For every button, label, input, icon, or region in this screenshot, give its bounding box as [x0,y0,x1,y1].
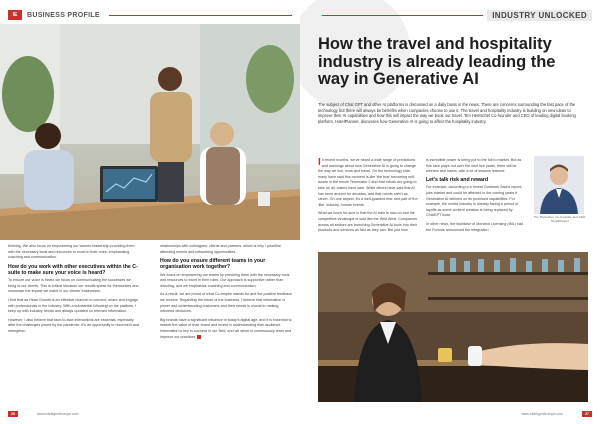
paragraph: For example, according to a recent Goldman Sachs report, jobs market and could be affected in the coming years if Generative AI delivers on its promised capabilities. For example, the media industry is already facing a period of layoffs as some content creation is being replaced by ChatGPT tools. [426,185,522,218]
paragraph: To ensure our voice is heard we focus on communicating the successes we bring to our clients. This is critical because our results speak for themselves and showcase the impact we make in our clients' businesses. [8,278,139,294]
paragraph: relationships with colleagues, clients and partners, which is why I prioritise attending events and networking opportunities. [160,244,281,254]
paragraph: However, I also believe that face-to-face interactions are essential, especially after the challenges posed by the pandemic. It's an opportunity to reconnect and strengthen [8,317,139,333]
author-portrait [534,156,584,214]
question-heading: How do you work with other executives within the C-suite to make sure your voice is heard? [8,263,138,276]
paragraph-text: n recent months, we've heard a wide range of predictions and warnings about how Generative AI is going to change the way we live, work and travel. On the technology side, many have said this moment is like 'the fear' becoming self-aware in the movie Terminator 2 and that robots are going to take us all, claims have said. While others have said that AI has been around for decades, and that robots aren't as clever. On one aspect, it's a well-guarded fear and part of the 'like' industry, human events. [318,158,418,207]
paragraph-text: Big brands have a significant influence in today's digital age, and it is essential to market the value of their brand and invest in understanding their audience. Information is key to success in our field, and we strive to continuously learn and improve our practices. [160,317,292,339]
left-page-footer [8,412,79,416]
left-column-2 [160,244,292,343]
paragraph [318,158,418,208]
article-intro: The subject of Chat GPT and other AI platforms is discussed on a daily basis in the news. There are concerns surrounding the fast pace of the technology but there will always be benefits when companies choose to use it. The travel and hospitality industry is building on new ideas to improve their AI capabilities and how this will impact the way we book our travel. Tim Hentschel Co-founder and CEO of leading digital booking platform, HotelPlanner, discusses how Generative AI is going to affect the hospitality industry. [318,102,576,124]
section-heading: Let's talk risk and reward [426,176,489,183]
bar-service-photo [318,252,588,402]
paragraph: is incredible power is being put to the full to market. But as this race plays out over the next five years, there will be winners and losers, with a lot of lessons learned. [426,158,522,174]
header-rule [322,15,483,16]
portrait-illustration [534,156,584,214]
paragraph: What we know for sure is that the AI train is now on and the competitive landscape is sold like the Wild West. Companies across all sectors are launching Generative AI tools into their products and services as fast as they can. But just how [318,211,417,233]
right-page [300,0,600,424]
paragraph [160,318,292,340]
portrait-caption: Tim Hentschel, Co-Founder and CEO, HotelPlanner [533,215,587,223]
header-rule [109,15,292,16]
right-page-footer [521,412,592,416]
footer-url: www.intelligenteurope.com [521,412,564,416]
section-label: BUSINESS PROFILE [27,11,100,19]
section-label: INDUSTRY UNLOCKED [487,10,592,21]
paragraph: As a result, we are proud of what Co-Inspire stands for and the positive feedback we receive. Regarding the future of the business, I believe that information is power and understanding customers and their needs is crucial to making informed decisions. [160,292,293,314]
office-meeting-illustration [0,24,300,240]
drop-cap: I [318,157,321,168]
question-heading: How do you ensure different teams in your organisation work together? [160,258,266,271]
page-number: 27 [582,411,592,417]
office-meeting-photo [0,24,300,240]
paragraph: thinking. We also focus on empowering our women leadership providing them with the necessary tools and resources to excel in their roles, emphasising coaching and communication. [8,244,135,260]
footer-url: www.intelligenteurope.com [36,412,79,416]
article-title: How the travel and hospitality industry is already leading the way in Generative AI [318,35,556,88]
paragraph: I find that as Head Growth is an effective channel to connect, share and engage with professionals in the industry. With a substantial following on the platform, I keep up with industry trends and always updated on relevant information. [8,297,139,314]
magazine-logo-icon: IE [8,10,22,20]
right-column-2 [426,158,526,236]
paragraph: We focus on empowering our teams by providing them with the necessary tools and resources to excel in their roles. Our approach is supportive rather than directing, and we emphasise coaching and communication. [160,272,290,288]
right-column-1 [318,158,418,237]
page-number: 26 [8,411,18,417]
paragraph: In other news, the facilitator of Mortand Licensing (IML) had the Fortune announced the integration [426,221,524,232]
left-column-1 [8,244,140,338]
left-page-header [8,9,292,21]
article-end-icon [197,335,201,339]
right-page-header [322,9,592,21]
bar-service-illustration [318,252,588,402]
